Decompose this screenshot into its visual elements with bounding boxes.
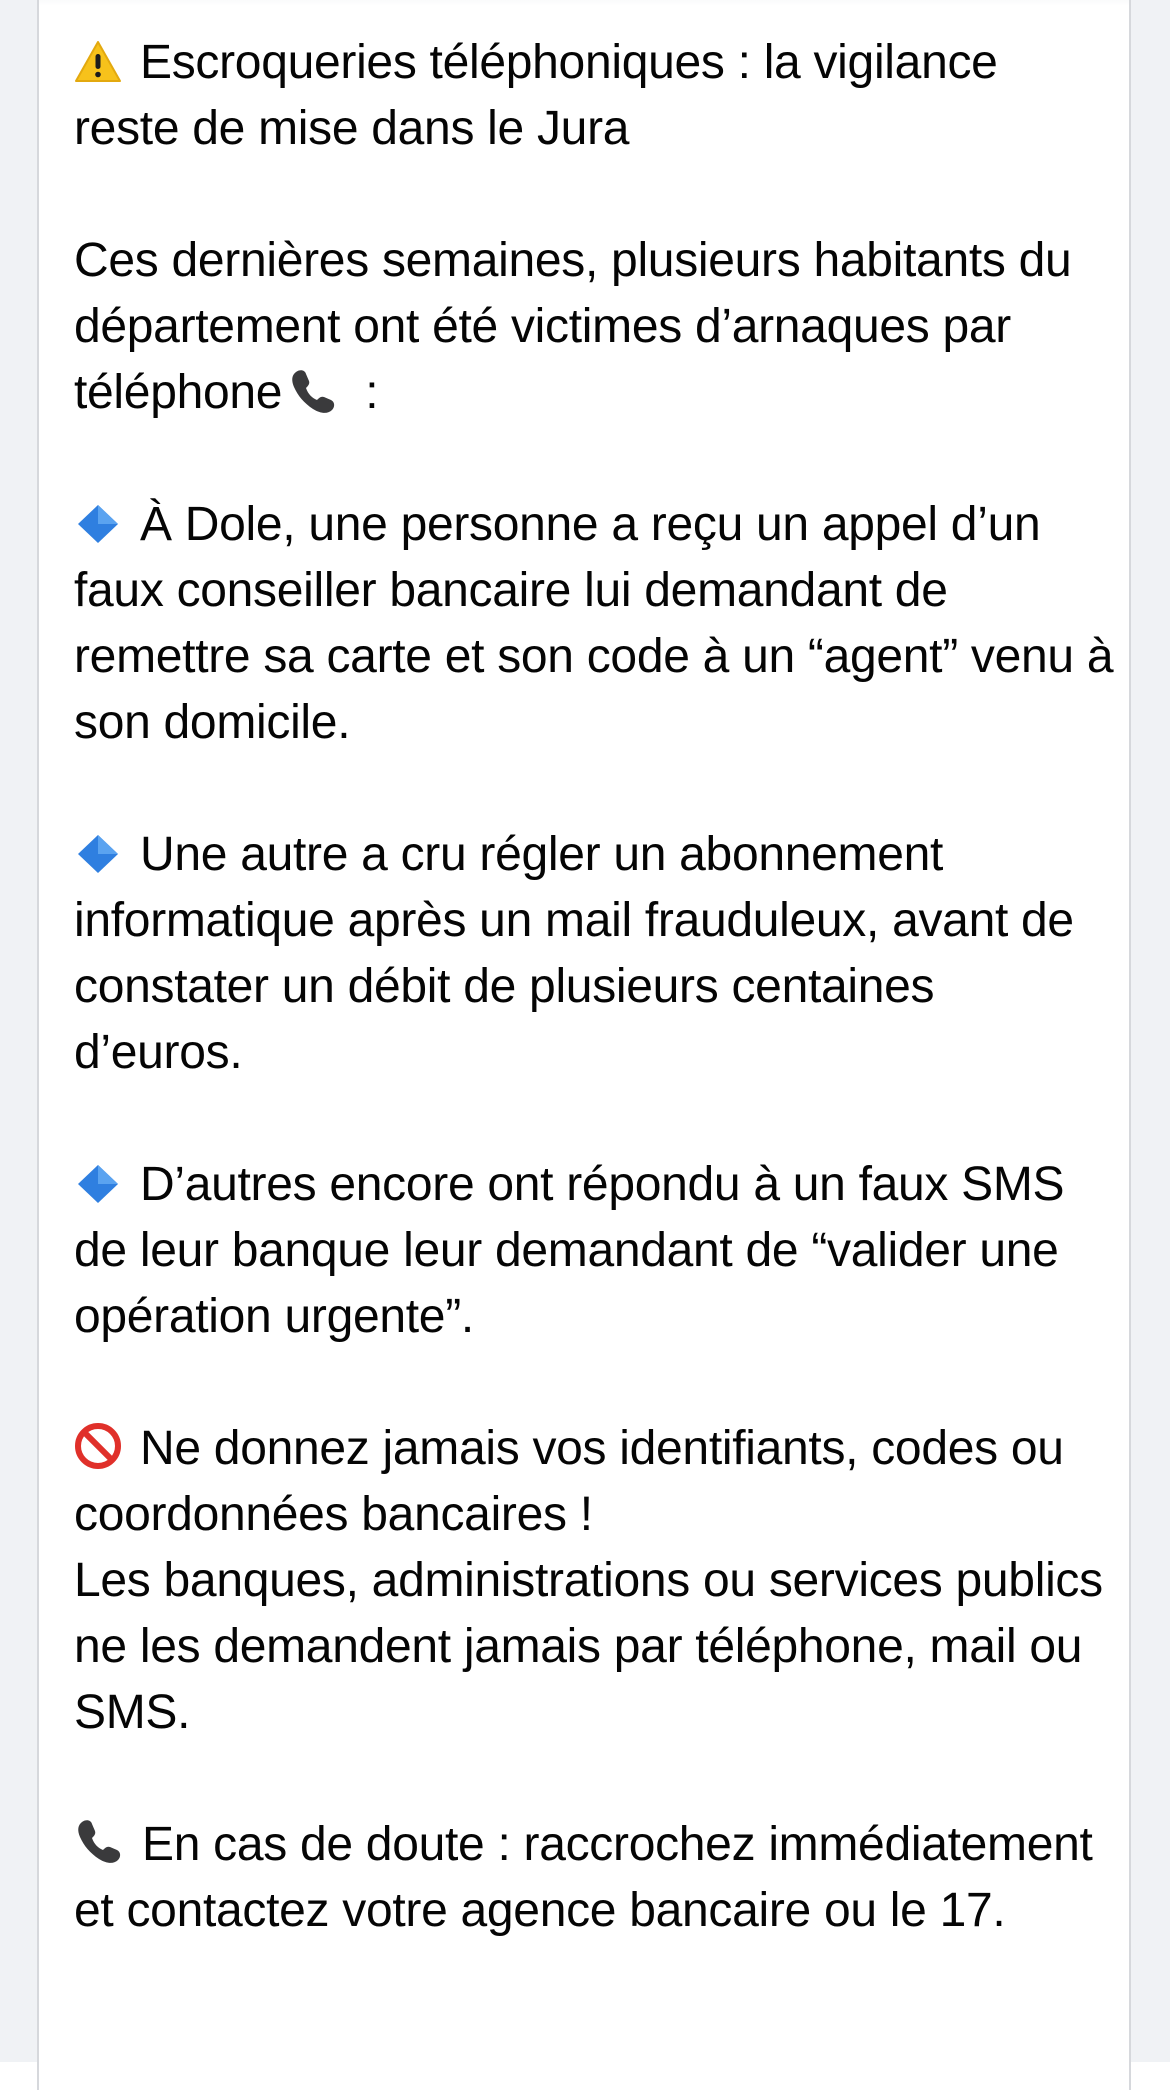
warning-line-1: Ne donnez jamais vos identifiants, codes ou coordonnées bancaires ! (74, 1422, 1077, 1541)
card-header-shadow (39, 0, 1129, 6)
intro-paragraph (74, 228, 1114, 426)
doubt-text: En cas de doute : raccrochez immédiatement et contactez votre agence bancaire ou le 17. (74, 1818, 1106, 1937)
bullet-paragraph-1 (74, 492, 1127, 756)
bullet-text-1: À Dole, une personne a reçu un appel d’un faux conseiller bancaire lui demandant de remettre sa carte et son code à un “agent” venu à son domicile. (74, 498, 1127, 749)
telephone-icon (74, 1816, 124, 1866)
bullet-paragraph-3 (74, 1152, 1114, 1350)
blue-diamond-icon (74, 832, 122, 876)
post-title-paragraph (74, 30, 1114, 162)
doubt-paragraph (74, 1812, 1114, 1944)
bullet-text-3: D’autres encore ont répondu à un faux SMS de leur banque leur demandant de “valider une opération urgente”. (74, 1158, 1078, 1343)
bullet-text-2: Une autre a cru régler un abonnement informatique après un mail frauduleux, avant de constater un débit de plusieurs centaines d’euros. (74, 828, 1087, 1079)
post-text (74, 30, 1127, 1944)
intro-text: Ces dernières semaines, plusieurs habitants du département ont été victimes d’arnaques par téléphone (74, 234, 1085, 419)
intro-colon: : (352, 366, 379, 419)
warning-icon (74, 40, 122, 84)
telephone-icon (288, 366, 338, 416)
warning-paragraph (74, 1416, 1114, 1746)
prohibited-icon (74, 1422, 122, 1470)
warning-line-2: Les banques, administrations ou services publics ne les demandent jamais par téléphone, mail ou SMS. (74, 1554, 1116, 1739)
bullet-paragraph-2 (74, 822, 1114, 1086)
blue-diamond-icon (74, 502, 122, 546)
post-title: Escroqueries téléphoniques : la vigilance reste de mise dans le Jura (74, 36, 1011, 155)
blue-diamond-icon (74, 1162, 122, 1206)
